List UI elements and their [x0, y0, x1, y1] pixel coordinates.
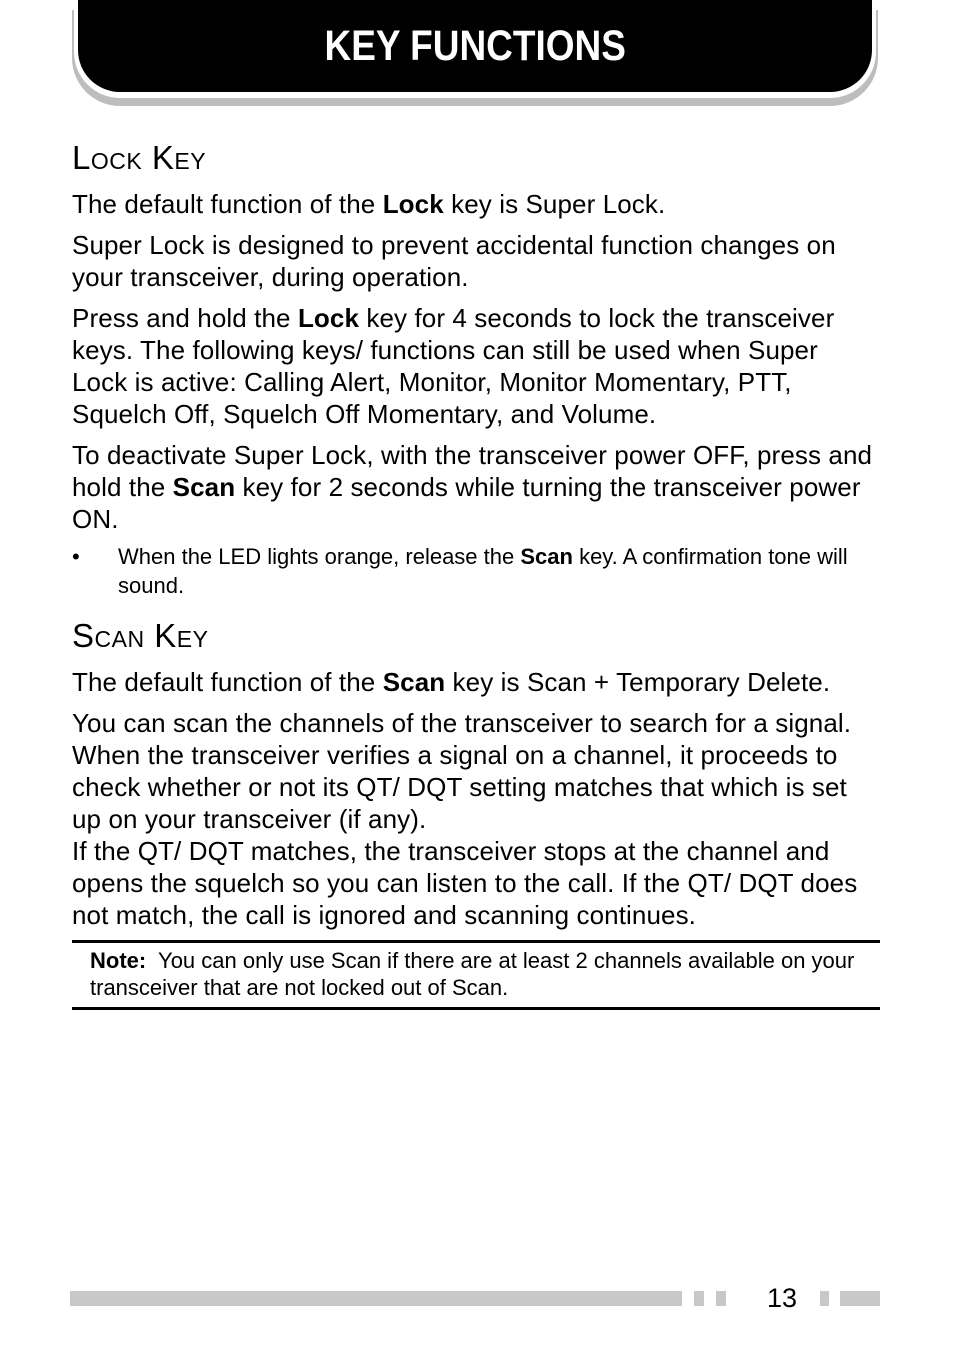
- footer-bar-right: [840, 1291, 880, 1306]
- lock-paragraph-2: Super Lock is designed to prevent accidental function changes on your transceiver, during operation.: [72, 230, 836, 292]
- lock-bullet-item: • When the LED lights orange, release the Scan key. A confirmation tone will sound.: [72, 544, 848, 598]
- page-number: 13: [766, 1283, 798, 1313]
- footer-block-1: [694, 1291, 704, 1306]
- page-header-banner: [72, 0, 878, 108]
- footer-block-2: [716, 1291, 726, 1306]
- scan-paragraph-1: The default function of the Scan key is Scan + Temporary Delete.: [72, 667, 831, 697]
- bullet-mark: •: [72, 544, 80, 569]
- lock-paragraph-1: The default function of the Lock key is Super Lock.: [72, 189, 666, 219]
- note-label: Note:: [90, 948, 147, 973]
- scan-paragraph-2: You can scan the channels of the transceiver to search for a signal. When the transceiver verifies a signal on a channel, it proceeds to check whether or not its QT/ DQT setting matches that which is set up on your transceiver (if any). If the QT/ DQT matches, the transceiver stops at the channel and opens the squelch so you can listen to the call. If the QT/ DQT does not match, the call is ignored and scanning continues.: [72, 708, 858, 930]
- footer-bar-left: [70, 1291, 682, 1306]
- banner-box: [78, 0, 872, 92]
- page-title: KEY FUNCTIONS: [324, 21, 626, 70]
- scan-key-heading: Scan Key: [72, 617, 209, 654]
- note-box: [72, 940, 880, 1010]
- lock-paragraph-3: Press and hold the Lock key for 4 seconds to lock the transceiver keys. The following keys/ functions can still be used when Super Lock is active: Calling Alert, Monitor, Monitor Momentary, PTT, Squelch Off, Squelch Off Momentary, and Volume.: [72, 303, 835, 429]
- page-content: [72, 128, 880, 1010]
- footer-block-3: [820, 1291, 829, 1306]
- lock-paragraph-4: To deactivate Super Lock, with the transceiver power OFF, press and hold the Scan key for 2 seconds while turning the transceiver power ON.: [72, 440, 873, 534]
- lock-key-heading: Lock Key: [72, 139, 207, 176]
- note-text: You can only use Scan if there are at least 2 channels available on your transceiver that are not locked out of Scan.: [90, 948, 861, 1000]
